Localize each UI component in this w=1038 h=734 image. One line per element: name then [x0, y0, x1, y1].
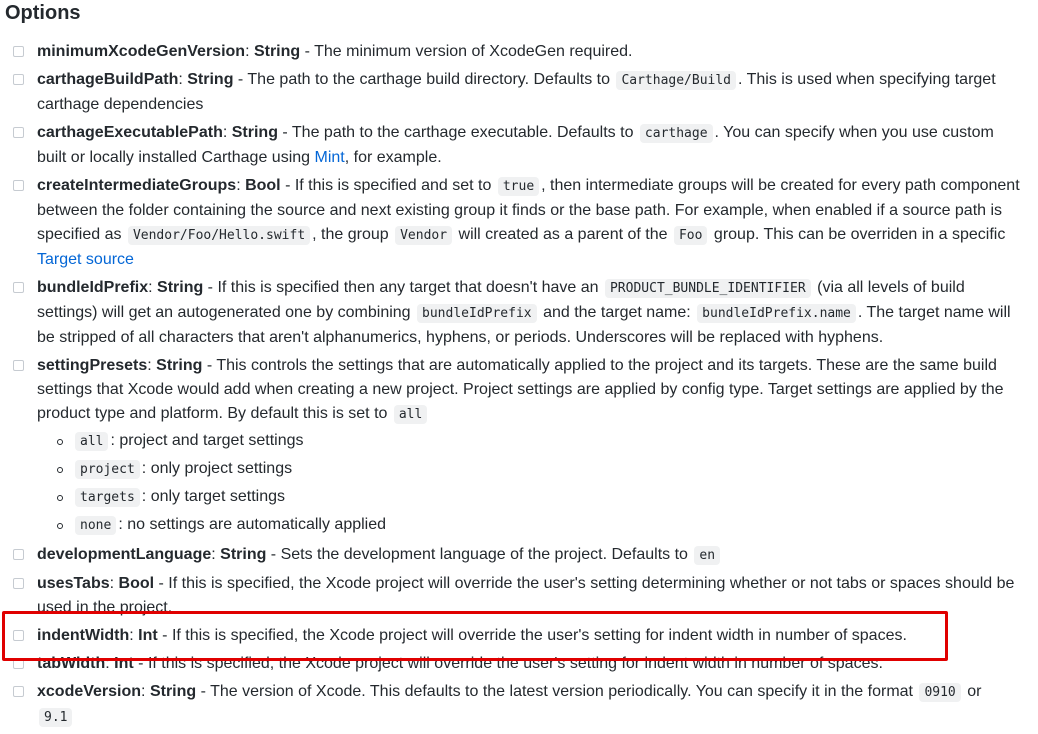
inline-code: true — [498, 177, 539, 196]
inline-code: en — [694, 546, 720, 565]
option-type: String — [187, 71, 234, 88]
option-description: . You can specify when you use custom built or locally installed Carthage using — [37, 124, 994, 166]
preset-description: : project and target settings — [110, 432, 304, 449]
options-list — [11, 40, 1021, 734]
mint-link[interactable]: Mint — [314, 149, 345, 166]
option-item-createintermediategroups: createIntermediateGroups: Bool - If this is specified and set to true , then intermediate groups will be created for every path component between the folder containing the source and next existing group it finds or the base path. For example, when enabled if a source path is specified as Vendor/Foo/Hello.swift , the group Vendor will created as a parent of the Foo group. This can be overriden in a specific Target source — [11, 174, 1021, 272]
inline-code: Vendor — [395, 226, 452, 245]
option-name: createIntermediateGroups — [37, 177, 237, 194]
task-checkbox[interactable] — [13, 578, 24, 589]
option-name: indentWidth — [37, 627, 130, 644]
task-checkbox[interactable] — [13, 686, 24, 697]
option-name: usesTabs — [37, 575, 110, 592]
task-checkbox[interactable] — [13, 74, 24, 85]
option-type: String — [157, 279, 204, 296]
option-type: String — [149, 683, 197, 700]
inline-code: project — [75, 460, 140, 479]
option-item-indentwidth: indentWidth: Int - If this is specified, the Xcode project will override the user's setting for indent width in number of spaces. — [11, 624, 1021, 648]
option-description: The path to the carthage executable. Defaults to — [291, 124, 634, 141]
option-description: will created as a parent of the — [458, 226, 668, 243]
inline-code: PRODUCT_BUNDLE_IDENTIFIER — [605, 279, 811, 298]
option-description: , for example. — [344, 149, 442, 166]
option-name: carthageBuildPath — [37, 71, 179, 88]
preset-values-list — [37, 427, 1021, 539]
inline-code: none — [75, 516, 116, 535]
task-checkbox[interactable] — [13, 549, 24, 560]
option-item-settingpresets: settingPresets: String - This controls the settings that are automatically applied to the project and its targets. These are the same build settings that Xcode would add when creating a new project. Project settings are applied by config type. Target settings are applied by the product type and platform. By default this is set to all all : project and target settings project : only project settings targets : only target settings none : no settings are automatically applied — [11, 354, 1021, 539]
option-description: If this is specified then any target that doesn't have an — [217, 279, 599, 296]
inline-code: all — [75, 432, 108, 451]
task-checkbox[interactable] — [13, 658, 24, 669]
task-checkbox[interactable] — [13, 127, 24, 138]
inline-code: bundleIdPrefix.name — [697, 304, 856, 323]
option-name: carthageExecutablePath — [37, 124, 223, 141]
inline-code: Foo — [674, 226, 707, 245]
option-description: The path to the carthage build directory. Defaults to — [247, 71, 610, 88]
preset-item-none — [37, 511, 1021, 539]
option-description: , then intermediate groups will be created for every path component between the folder containing the source and next existing group it finds or the base path. For example, when enabled if a source path is specified as — [37, 177, 1020, 243]
preset-item-project — [37, 455, 1021, 483]
option-description: , the group — [312, 226, 389, 243]
option-item-tabwidth: tabWidth: Int - If this is specified, the Xcode project will override the user's setting for indent width in number of spaces. — [11, 652, 1021, 676]
inline-code: carthage — [640, 124, 713, 143]
option-type: Bool — [245, 177, 281, 194]
option-name: minimumXcodeGenVersion — [37, 43, 246, 60]
option-name: xcodeVersion — [37, 683, 142, 700]
option-name: bundleIdPrefix — [37, 279, 149, 296]
option-item-carthagebuildpath: carthageBuildPath: String - The path to the carthage build directory. Defaults to Carthage/Build . This is used when specifying target carthage dependencies — [11, 68, 1021, 117]
inline-code: targets — [75, 488, 140, 507]
option-item-xcodeversion: xcodeVersion: String - The version of Xcode. This defaults to the latest version periodically. You can specify it in the format 0910 or 9.1 — [11, 680, 1021, 730]
option-description: and the target name: — [543, 304, 691, 321]
preset-description: : no settings are automatically applied — [118, 516, 387, 533]
preset-item-all — [37, 427, 1021, 455]
option-item-bundleidprefix: bundleIdPrefix: String - If this is specified then any target that doesn't have an PRODUCT_BUNDLE_IDENTIFIER (via all levels of build settings) will get an autogenerated one by combining bundleIdPrefix and the target name: bundleIdPrefix.name . The target name will be stripped of all characters that aren't alphanumerics, hyphens, or periods. Underscores will be replaced with hyphens. — [11, 276, 1021, 350]
option-description: This controls the settings that are automatically applied to the project and its targets. These are the same build settings that Xcode would add when creating a new project. Project settings are applied by config type. Target settings are applied by the product type and platform. By default this is set to — [37, 357, 1004, 422]
circle-bullet-icon — [57, 495, 63, 501]
task-checkbox[interactable] — [13, 46, 24, 57]
task-checkbox[interactable] — [13, 180, 24, 191]
preset-description: : only project settings — [141, 460, 293, 477]
inline-code: bundleIdPrefix — [417, 304, 537, 323]
option-name: settingPresets — [37, 357, 148, 374]
option-type: Int — [114, 655, 134, 672]
target-source-link[interactable]: Target source — [37, 251, 134, 268]
inline-code: all — [394, 405, 427, 424]
option-name: tabWidth — [37, 655, 106, 672]
preset-item-targets — [37, 483, 1021, 511]
option-description: The version of Xcode. This defaults to the latest version periodically. You can specify it in the format — [210, 683, 913, 700]
inline-code: 9.1 — [39, 708, 72, 727]
option-item-usestabs: usesTabs: Bool - If this is specified, the Xcode project will override the user's setting determining whether or not tabs or spaces should be used in the project. — [11, 572, 1021, 620]
option-description: If this is specified, the Xcode project will override the user's setting determining whether or not tabs or spaces should be used in the project. — [37, 575, 1015, 616]
option-name: developmentLanguage — [37, 546, 212, 563]
option-type: Int — [138, 627, 158, 644]
preset-description: : only target settings — [141, 488, 285, 505]
circle-bullet-icon — [57, 439, 63, 445]
inline-code: Vendor/Foo/Hello.swift — [128, 226, 310, 245]
option-item-developmentlanguage: developmentLanguage: String - Sets the development language of the project. Defaults to en — [11, 543, 1021, 568]
option-description: group. This can be overriden in a specific — [713, 226, 1006, 243]
option-description: . This is used when specifying target carthage dependencies — [37, 71, 996, 113]
option-description: If this is specified, the Xcode project will override the user's setting for indent width in number of spaces. — [147, 655, 883, 672]
task-checkbox[interactable] — [13, 630, 24, 641]
option-type: String — [156, 357, 203, 374]
section-heading: Options — [5, 2, 81, 24]
task-checkbox[interactable] — [13, 360, 24, 371]
option-description: The minimum version of XcodeGen required. — [314, 43, 633, 60]
option-item-carthageexecutablepath: carthageExecutablePath: String - The path to the carthage executable. Defaults to carthage . You can specify when you use custom built or locally installed Carthage using Mint, for example. — [11, 121, 1021, 170]
option-description: If this is specified and set to — [294, 177, 492, 194]
inline-code: Carthage/Build — [616, 71, 736, 90]
option-type: String — [231, 124, 278, 141]
inline-code: 0910 — [919, 683, 960, 702]
option-type: String — [220, 546, 267, 563]
option-type: Bool — [118, 575, 155, 592]
option-description: (via all levels of build settings) will get an autogenerated one by combining — [37, 279, 965, 321]
option-type: String — [253, 43, 301, 60]
option-description: If this is specified, the Xcode project will override the user's setting for indent width in number of spaces. — [171, 627, 907, 644]
circle-bullet-icon — [57, 467, 63, 473]
option-item-minimumxcodegenversion: minimumXcodeGenVersion: String - The minimum version of XcodeGen required. — [11, 40, 1021, 64]
task-checkbox[interactable] — [13, 282, 24, 293]
option-description: . The target name will be stripped of all characters that aren't alphanumerics, hyphens, or periods. Underscores will be replaced with hyphens. — [37, 304, 1011, 346]
option-description: or — [967, 683, 982, 700]
option-description: Sets the development language of the project. Defaults to — [280, 546, 688, 563]
circle-bullet-icon — [57, 523, 63, 529]
